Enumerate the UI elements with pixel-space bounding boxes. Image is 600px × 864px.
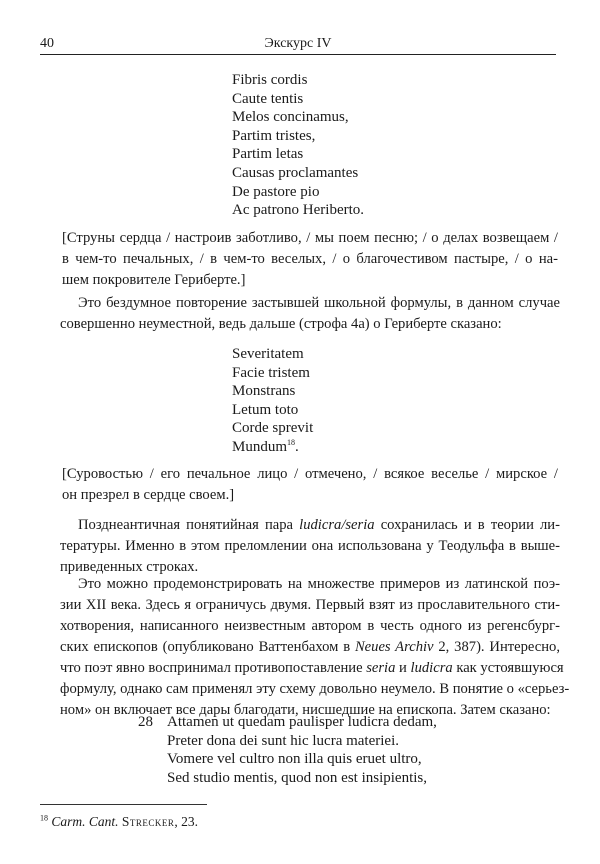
text-line [60,515,560,536]
footnote-rest: , 23. [174,814,199,829]
text-line [60,637,560,658]
text-line: приведенных строках. [60,559,199,575]
verse-line: Fibris cordis [232,72,308,88]
footnote-mark: 18 [40,813,48,823]
text-line: Это можно продемонстрировать на множестве примеров из латинской поэ- [78,576,560,592]
verse-line: Partim letas [232,146,304,163]
footnote-divider [40,804,207,805]
text-line: хотворения, написанного неизвестным автором в честь одного из регенсбург- [60,618,560,634]
verse-line: Vomere vel cultro non illa quis eruet ultro, [167,751,422,768]
footnote-ref: 18 [287,437,296,447]
verse-line: Monstrans [232,383,296,400]
running-header [40,32,556,55]
italic-term: ludicra [410,660,453,676]
text-line: ном» он включает все дары благодати, нисшедшие на епископа. Затем сказано: [60,702,551,718]
text-line: он презрел в сердце своем.] [62,487,235,503]
verse-line: Caute tentis [232,90,304,107]
verse-line: Attamen ut quedam paulisper ludicra dedam, [167,714,437,730]
verse-punct: . [295,438,299,455]
text-run: сохранилась и в теории ли- [374,517,560,533]
translation-1 [62,228,558,291]
running-title: Экскурс IV [264,36,332,51]
verse-line: Ac patrono Heriberto. [232,202,365,219]
translation-2 [62,464,558,506]
paragraph-1 [60,293,560,335]
text-run: 2, 387). Интересно, [433,639,560,655]
verse-line: Causas proclamantes [232,164,359,181]
verse-word: Mundum [232,438,288,455]
text-run: ских епископов (опубликовано Ваттенбахом в [60,639,355,655]
latin-quotation [138,713,437,787]
footnote-source: Carm. Cant. [51,814,119,829]
verse-line-last [232,438,313,457]
footnote [40,814,198,830]
text-line: в чем-то печальных, / в чем-то веселых, / о благочестивом пастыре, / о на- [62,251,558,267]
verse-row [138,769,437,788]
text-line: [Суровостью / его печальное лицо / отмечено, / всякое веселье / мирское / [62,466,558,482]
text-run: и [395,660,411,676]
line-number: 28 [138,714,153,730]
verse-line: Partim tristes, [232,127,316,144]
text-run: Позднеантичная понятийная пара [78,517,300,533]
italic-term: ludicra/seria [299,517,375,533]
text-line [60,658,564,679]
verse-line: Sed studio mentis, quod non est insipientis, [167,769,428,786]
verse-line: De pastore pio [232,183,320,200]
paragraph-2 [60,515,560,578]
italic-term: seria [366,660,396,676]
text-run: что поэт явно воспринимал противопоставление [60,660,367,676]
text-run: как устоявшуюся [452,660,564,676]
italic-title: Neues Archiv [354,639,434,655]
page-number: 40 [40,36,54,51]
text-line: Это бездумное повторение застывшей школьной формулы, в данном случае [78,295,560,311]
text-line: формулу, однако сам применял эту схему довольно неумело. В понятие о «серьез- [60,681,570,697]
text-line: шем покровителе Гериберте.] [62,272,246,288]
verse-line: Letum toto [232,401,299,418]
verse-line: Melos concinamus, [232,109,349,126]
verse-line: Severitatem [232,346,304,362]
text-line: зии XII века. Здесь я ограничусь двумя. Первый взят из прославительного сти- [60,597,560,613]
paragraph-3 [60,574,570,721]
verse-row [138,750,437,769]
text-line: [Струны сердца / настроив заботливо, / мы поем песню; / о делах возвещаем / [62,230,558,246]
footnote-author: Strecker [121,814,175,829]
verse-line: Facie tristem [232,364,310,381]
verse-row [138,713,437,732]
verse-line: Corde sprevit [232,420,314,437]
verse-line: Preter dona dei sunt hic lucra materiei. [167,732,399,749]
latin-verse-2 [232,345,313,457]
text-line: тературы. Именно в этом преломлении она использована у Теодульфа в выше- [60,538,560,554]
text-line: совершенно неуместной, ведь дальше (строфа 4а) о Гериберте сказано: [60,316,502,332]
latin-verse-1 [232,71,364,220]
verse-row [138,732,437,751]
